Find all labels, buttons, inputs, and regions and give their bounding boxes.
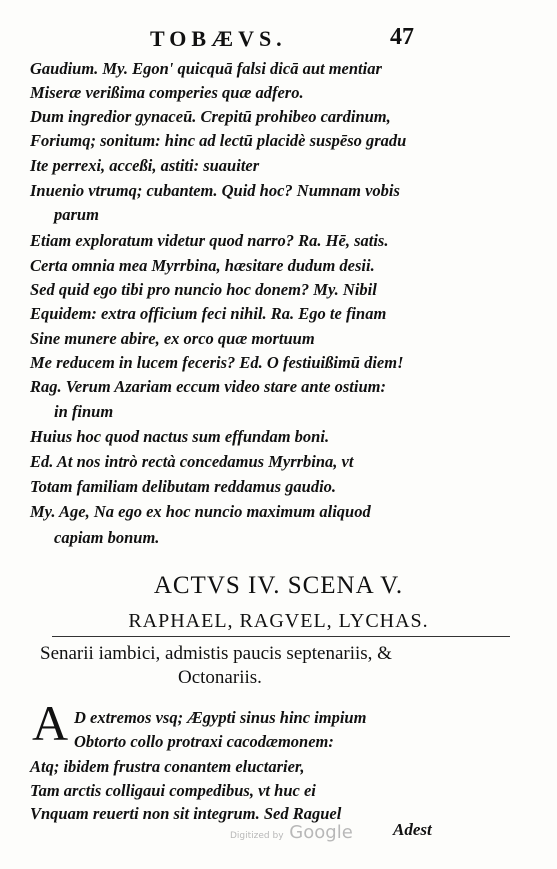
cast-list: RAPHAEL, RAGVEL, LYCHAS. xyxy=(128,610,429,632)
text-line: Ed. At nos intrò rectà concedamus Myrrbina, vt xyxy=(30,452,354,471)
watermark-brand: Google xyxy=(289,822,353,843)
text-line: Foriumq; sonitum: hinc ad lectū placidè suspēso gradu xyxy=(30,131,407,150)
digitization-watermark xyxy=(230,822,353,843)
text-line: My. Age, Na ego ex hoc nuncio maximum aliquod xyxy=(30,502,371,521)
text-line: Obtorto collo protraxi cacodæmonem: xyxy=(74,732,334,751)
text-line: capiam bonum. xyxy=(54,528,160,547)
drop-cap: A xyxy=(32,695,69,751)
text-line: Sine munere abire, ex orco quæ mortuum xyxy=(30,329,315,348)
text-line: Equidem: extra officium feci nihil. Ra. Ego te finam xyxy=(30,304,387,323)
text-line: D extremos vsq; Ægypti sinus hinc impium xyxy=(74,708,367,727)
text-line: Miseræ verißima comperies quæ adfero. xyxy=(30,83,304,102)
text-line: Me reducem in lucem feceris? Ed. O festiuißimū diem! xyxy=(30,353,404,372)
text-line: Gaudium. My. Egon' quicquā falsi dicā aut mentiar xyxy=(30,59,382,78)
text-line: Huius hoc quod nactus sum effundam boni. xyxy=(30,427,330,446)
text-line: Tam arctis colligaui compedibus, vt huc ei xyxy=(30,781,316,800)
divider-rule xyxy=(52,636,510,637)
watermark-prefix: Digitized by xyxy=(230,831,284,841)
running-title: TOBÆVS. xyxy=(150,26,287,51)
page-number: 47 xyxy=(390,24,414,50)
meter-note-continued: Octonariis. xyxy=(178,667,262,688)
text-line: Inuenio vtrumq; cubantem. Quid hoc? Numnam vobis xyxy=(30,181,400,200)
text-line: Sed quid ego tibi pro nuncio hoc donem? My. Nibil xyxy=(30,280,377,299)
meter-note: Senarii iambici, admistis paucis septenariis, & xyxy=(40,643,392,664)
text-line: Certa omnia mea Myrrbina, hæsitare dudum desii. xyxy=(30,256,375,275)
text-line: parum xyxy=(54,205,99,224)
act-scene-heading: ACTVS IV. SCENA V. xyxy=(153,572,404,599)
text-line: in finum xyxy=(54,402,114,421)
text-line: Vnquam reuerti non sit integrum. Sed Raguel xyxy=(30,804,342,823)
text-line: Atq; ibidem frustra conantem eluctarier, xyxy=(30,757,305,776)
text-line: Etiam exploratum videtur quod narro? Ra. Hē, satis. xyxy=(30,231,389,250)
text-line: Ite perrexi, acceßi, astiti: suauiter xyxy=(30,156,260,175)
text-line: Rag. Verum Azariam eccum video stare ante ostium: xyxy=(30,377,386,396)
text-line: Totam familiam delibutam reddamus gaudio. xyxy=(30,477,337,496)
text-line: Dum ingredior gynaceū. Crepitū prohibeo cardinum, xyxy=(30,107,391,126)
catchword: Adest xyxy=(393,820,432,839)
